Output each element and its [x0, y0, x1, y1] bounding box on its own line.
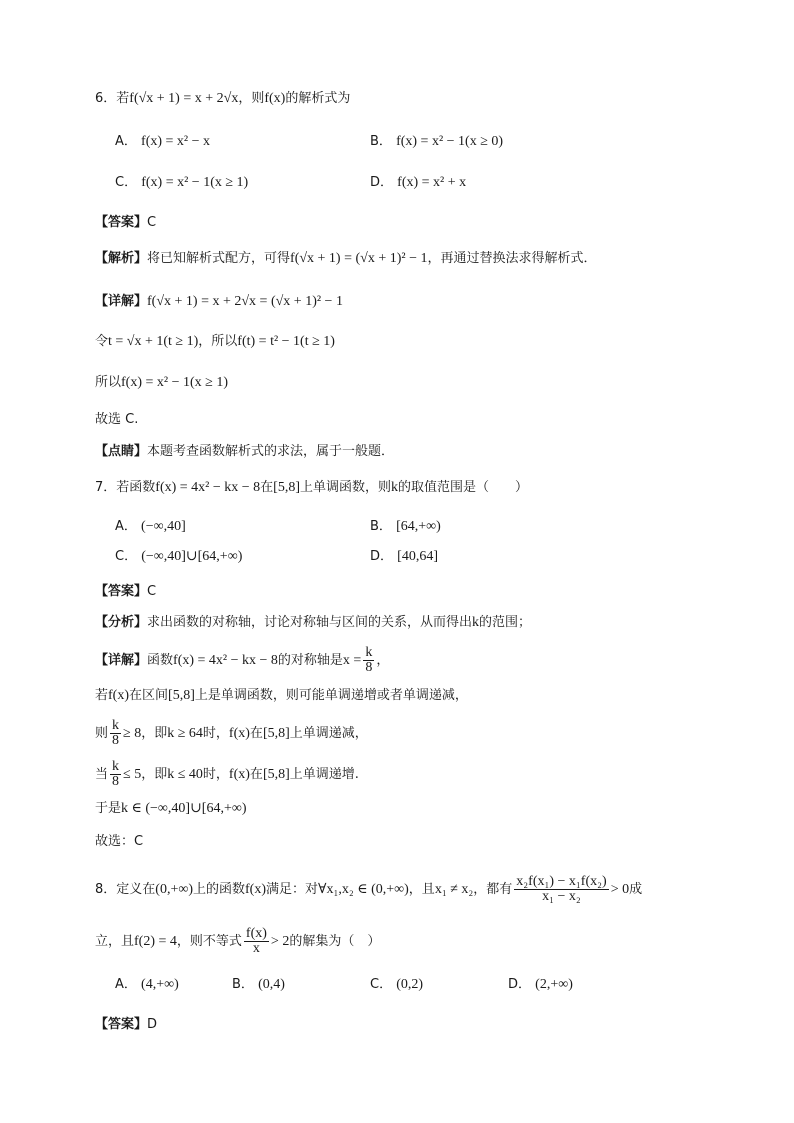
- q7-option-c: C． (−∞,40]∪[64,+∞): [115, 549, 243, 564]
- q6-answer: 【答案】C: [95, 215, 157, 230]
- q8-option-b: B． (0,4): [232, 977, 285, 992]
- q7-answer: 【答案】C: [95, 584, 157, 599]
- q8-stem-line-2: 立，且f(2) = 4，则不等式 $\frac{f(x)}{x}$ > 2的解集为（ ）: [95, 926, 381, 956]
- q7-number: 7．若函数: [95, 480, 156, 495]
- q6-option-d: D． f(x) = x² + x: [370, 175, 467, 190]
- q7-analysis: 【分析】求出函数的对称轴，讨论对称轴与区间的关系，从而得出k的范围；: [95, 615, 532, 630]
- q7-line-1: 若f(x)在区间[5,8]上是单调函数，则可能单调递增或者单调递减，: [95, 688, 468, 703]
- q8-stem: 8．定义在(0,+∞)上的函数f(x)满足：对∀x₁,x₂ ∈ (0,+∞)，且x₁ ≠ x₂，都有 $\frac{\text{x₂f(x₁) − x₁f(x₂)}}{\text{x₁ − x₂}}$ > 0成: [95, 874, 643, 904]
- q8-condition-fraction: $\frac{\text{x₂f(x₁) − x₁f(x₂)}}{\text{x₁ − x₂}}$: [516, 874, 607, 904]
- q6-detail: 【详解】f(√x + 1) = x + 2√x = (√x + 1)² − 1: [95, 294, 343, 309]
- q7-axis-fraction: $\frac{k}{8}$: [365, 645, 373, 675]
- q6-step-1: 令t = √x + 1(t ≥ 1)，所以f(t) = t² − 1(t ≥ 1): [95, 334, 335, 349]
- q8-number: 8．定义在: [95, 882, 156, 897]
- q6-option-c: C． f(x) = x² − 1(x ≥ 1): [115, 175, 249, 190]
- answer-tag: 【答案】: [95, 215, 148, 230]
- q6-given-function: f(√x + 1) = x + 2√x: [129, 91, 239, 106]
- q6-conclusion: 故选 C.: [95, 412, 139, 427]
- q6-step-2: 所以f(x) = x² − 1(x ≥ 1): [95, 375, 228, 390]
- q8-option-a: A． (4,+∞): [115, 977, 179, 992]
- q7-option-b: B． [64,+∞): [370, 519, 441, 534]
- q7-detail: 【详解】函数f(x) = 4x² − kx − 8的对称轴是x = $\frac{k}{8}$ ，: [95, 645, 390, 675]
- q6-comment: 【点睛】本题考查函数解析式的求法，属于一般题．: [95, 444, 395, 459]
- q7-line-4: 于是k ∈ (−∞,40]∪[64,+∞): [95, 801, 247, 816]
- q6-number: 6．若: [95, 91, 130, 106]
- q6-analysis: 【解析】将已知解析式配方，可得f(√x + 1) = (√x + 1)² − 1，再通过替换法求得解析式．: [95, 251, 597, 266]
- q6-option-b: B． f(x) = x² − 1(x ≥ 0): [370, 134, 504, 149]
- q8-option-c: C． (0,2): [370, 977, 424, 992]
- q8-answer: 【答案】D: [95, 1017, 158, 1032]
- q7-option-a: A． (−∞,40]: [115, 519, 186, 534]
- q7-line-3: 当 $\frac{k}{8}$ ≤ 5，即k ≤ 40时，f(x)在[5,8]上单调递增.: [95, 759, 359, 789]
- q7-stem: 7．若函数f(x) = 4x² − kx − 8在[5,8]上单调函数，则k的取值范围是（ ）: [95, 480, 529, 495]
- q8-option-d: D． (2,+∞): [508, 977, 573, 992]
- q6-stem: 6．若f(√x + 1) = x + 2√x，则f(x)的解析式为: [95, 91, 351, 106]
- q7-conclusion: 故选：C: [95, 834, 144, 849]
- q7-option-d: D． [40,64]: [370, 549, 438, 564]
- q8-inequality-fraction: $\frac{f(x)}{x}$: [245, 926, 267, 956]
- q7-line-2: 则 $\frac{k}{8}$ ≥ 8，即k ≥ 64时，f(x)在[5,8]上单调递减，: [95, 718, 368, 748]
- q6-option-a: A． f(x) = x² − x: [115, 134, 211, 149]
